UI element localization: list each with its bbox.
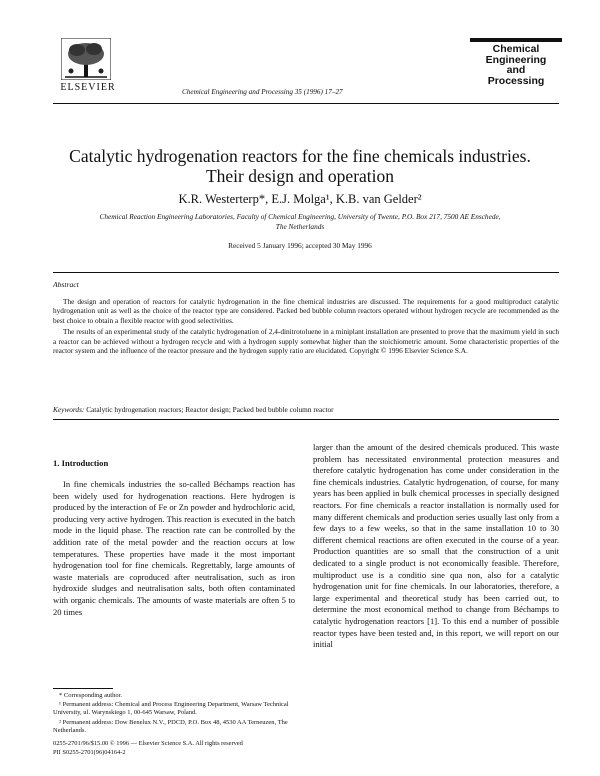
footnotes: [53, 692, 295, 736]
abstract-body: [53, 297, 559, 357]
footnote: ² Permanent address: Dow Benelux N.V., PDCD, P.O. Box 48, 4530 AA Terneuzen, The Netherlands.: [53, 718, 288, 734]
header-divider: [53, 103, 559, 104]
right-column: [313, 442, 559, 651]
journal-logo-word: Engineering: [485, 53, 547, 66]
journal-logo-word: and: [506, 64, 526, 76]
author-affiliation: [75, 212, 525, 232]
abstract-paragraph: The design and operation of reactors for catalytic hydrogenation in the fine chemical industries are discussed. The requirements for a good multiproduct catalytic hydrogenation unit as well as the choice of the reactor type are considered. Packed bed bubble column reactors operated without hydrogen recycle are recommended as the best choice to obtain a flexible reactor with good selectivities.: [53, 297, 559, 325]
elsevier-tree-icon: [61, 38, 111, 80]
journal-citation: Chemical Engineering and Processing 35 (1996) 17–27: [182, 88, 343, 96]
copyright-line: 0255-2701/96/$15.00 © 1996 — Elsevier Science S.A. All rights reserved: [53, 740, 243, 747]
footnote: * Corresponding author.: [59, 692, 123, 699]
journal-logo-text: [470, 44, 562, 86]
body-paragraph: larger than the amount of the desired chemicals produced. This waste problem has necessitated environmental protection measures and therefore catalytic hydrogenation has come under consideration in the fine chemicals industries. Catalytic hydrogenation, of course, for many years has been applied in bulk chemical processes in specially designed reactors. For fine chemicals a reactor installation is normally used for many different chemicals and production series usually last only from a few days to a few weeks, so that in the same installation 10 to 30 different chemical reactions are often executed in the course of a year. Production quantities are so small that the construction of a unit dedicated to a single product is not economically feasible. Therefore, multiproduct use is a conditio sine qua non, also for a catalytic hydrogenation unit for fine chemicals. In our laboratories, therefore, a large experimental and theoretical study has been carried out, to determine the most economical method to change from Béchamps to catalytic hydrogenation reactors [1]. To this end a number of possible reactor types have been tested and, in this report, we will report on our initial: [313, 442, 559, 650]
title-line: Catalytic hydrogenation reactors for the fine chemicals industries.: [69, 146, 531, 166]
keywords-text: Catalytic hydrogenation reactors; Reactor design; Packed bed bubble column reactor: [86, 405, 334, 414]
elsevier-logo: [53, 38, 123, 96]
article-title: [40, 146, 560, 186]
author-list: K.R. Westerterp*, E.J. Molga¹, K.B. van Gelder²: [178, 192, 422, 206]
pii-line: PII S0255-2701(96)04164-2: [53, 748, 126, 756]
journal-logo-word: Chemical: [492, 43, 540, 55]
title-line: Their design and operation: [205, 166, 395, 186]
abstract-bottom-divider: [53, 419, 559, 420]
footnote-divider: [53, 688, 113, 689]
abstract-heading: Abstract: [53, 280, 79, 289]
journal-logo: [470, 38, 562, 94]
keywords: [53, 405, 559, 414]
journal-logo-bar: [470, 38, 562, 42]
section-heading: 1. Introduction: [53, 458, 109, 468]
footnote: ¹ Permanent address: Chemical and Process Engineering Department, Warsaw Technical University, ul. Warynskiego 1, 00-645 Warsaw, Poland.: [53, 701, 289, 717]
abstract-paragraph: The results of an experimental study of the catalytic hydrogenation of 2,4-dinitrotoluene in a miniplant installation are presented to prove that the maximum yield in such a reactor can be achieved without a hydrogen recycle and with a hydrogen supply somewhat higher than the stoichiometric amount. Some characteristic properties of the reactor system and the influence of the reactor pressure and the hydrogen supply ratio are elucidated. Copyright © 1996 Elsevier Science S.A.: [53, 327, 559, 356]
received-dates: Received 5 January 1996; accepted 30 May 1996: [228, 241, 372, 250]
journal-logo-word: Processing: [487, 74, 545, 87]
affiliation-line: The Netherlands: [275, 222, 325, 231]
left-column: [53, 442, 295, 618]
affiliation-line: Chemical Reaction Engineering Laboratories, Faculty of Chemical Engineering, University of Twente, P.O. Box 217, 7500 AE Enschede,: [99, 212, 501, 221]
abstract-top-divider: [53, 272, 559, 273]
body-paragraph: In fine chemicals industries the so-called Béchamps reaction has been widely used for hydrogenation reactions. Here hydrogen is produced by the interaction of Fe or Zn powder and hydrochloric acid, producing very active hydrogen. This reaction is executed in the batch mode in the liquid phase. The reaction rate can be controlled by the addition rate of the metal powder and the reaction occurs at low temperatures. These properties have made it the most important hydrogenation tool for fine chemicals. Regrettably, large amounts of waste materials are coproduced after neutralisation, such as iron hydroxide sludges and neutralisation salts, both often contaminated with organic chemicals. The amounts of waste materials are often 5 to 20 times: [53, 479, 295, 617]
copyright-notice: [53, 740, 559, 757]
publisher-name: ELSEVIER: [60, 82, 116, 93]
keywords-label: Keywords:: [53, 405, 85, 414]
